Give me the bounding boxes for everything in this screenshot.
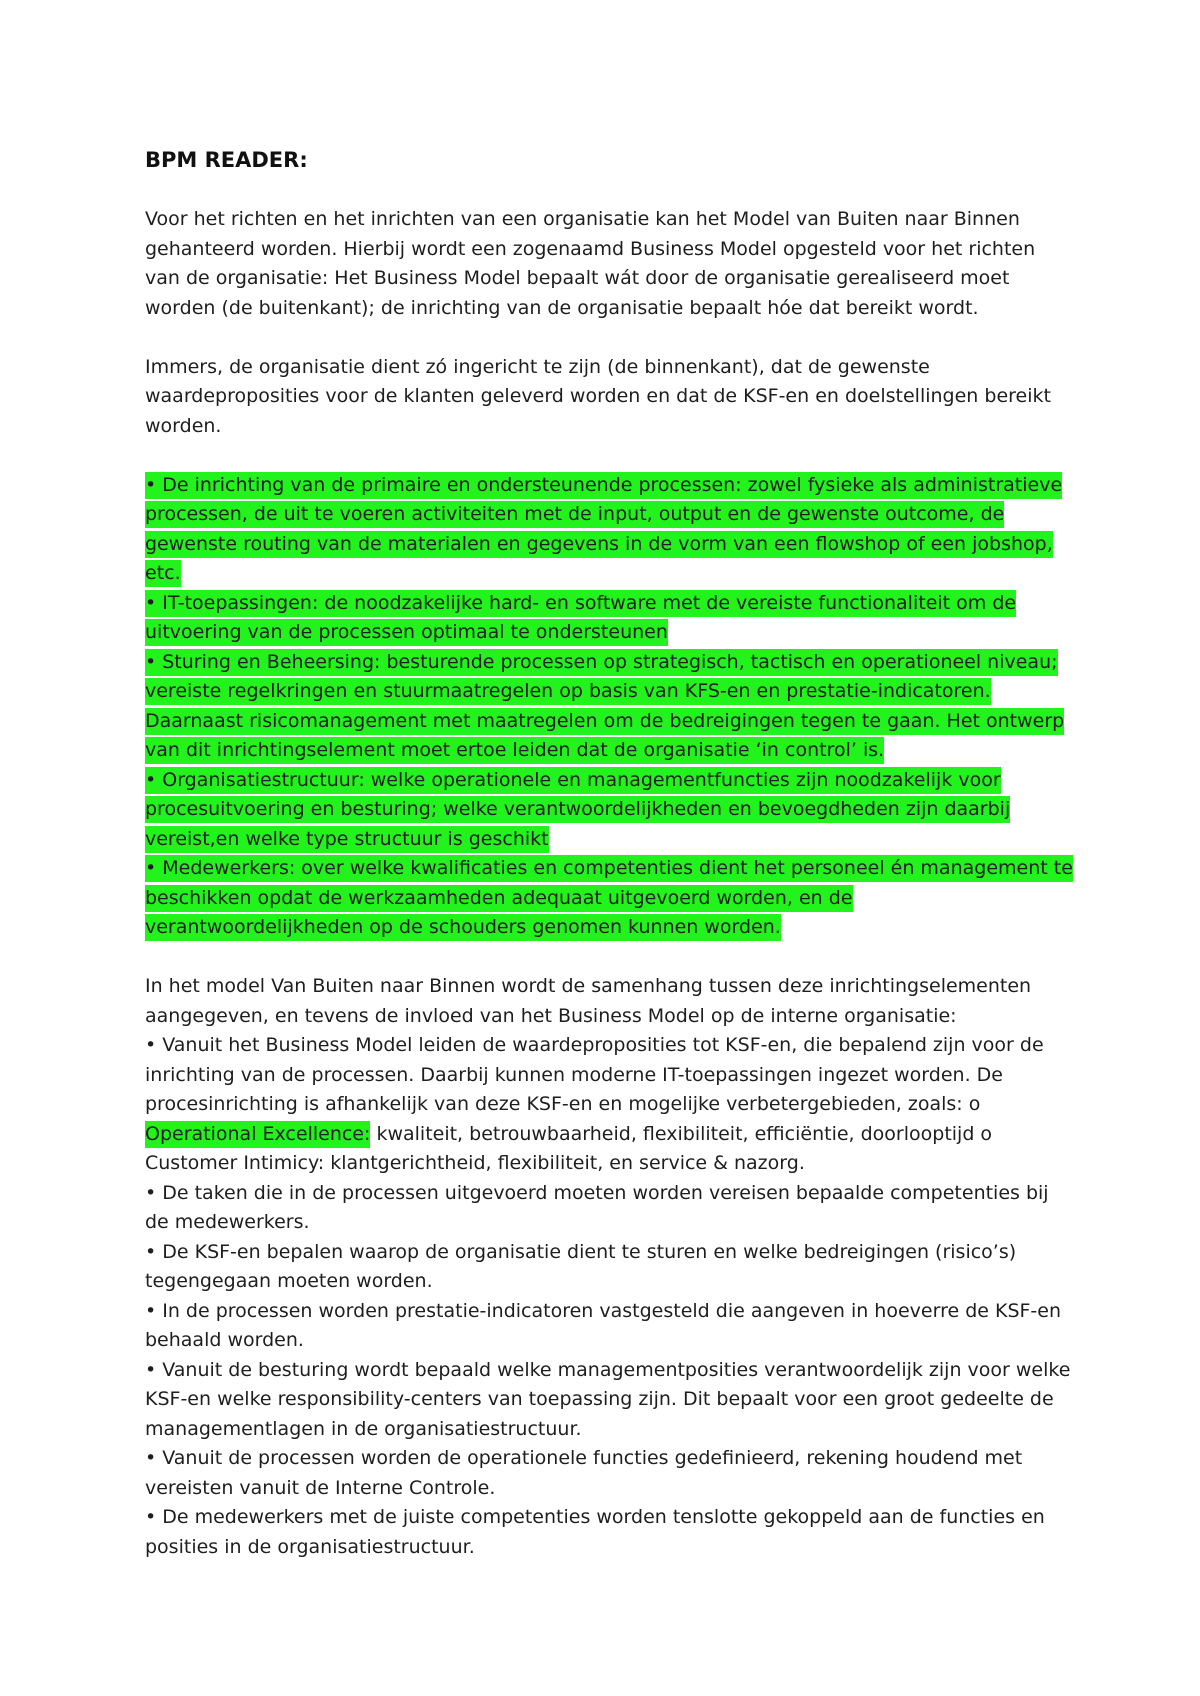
- highlighted-item-medewerkers: [145, 854, 1075, 943]
- paragraph-spacer: [145, 323, 1075, 353]
- model-bullet-business-model: [145, 1031, 1075, 1179]
- paragraph-spacer: [145, 441, 1075, 471]
- intro-paragraph: Voor het richten en het inrichten van een organisatie kan het Model van Buiten naar Binnen gehanteerd worden. Hierbij wordt een zogenaamd Business Model opgesteld voor het richten van de organisatie: Het Business Model bepaalt wát door de organisatie gerealiseerd moet worden (de buitenkant); de inrichting van de organisatie bepaalt hóe dat bereikt wordt.: [145, 208, 1036, 319]
- model-bullet: • De medewerkers met de juiste competenties worden tenslotte gekoppeld aan de functies en posities in de organisatiestructuur.: [145, 1506, 1045, 1558]
- document-title: BPM READER:: [145, 148, 308, 172]
- highlighted-text: • Sturing en Beheersing: besturende processen op strategisch, tactisch en operationeel niveau; vereiste regelkringen en stuurmaatregelen op basis van KFS-en en prestatie-indicatoren. Daarnaast risicomanagement met maatregelen om de bedreigingen tegen te gaan. Het ontwerp van dit inrichtingselement moet ertoe leiden dat de organisatie ‘in control’ is.: [145, 649, 1064, 765]
- model-intro: In het model Van Buiten naar Binnen wordt de samenhang tussen deze inrichtingselementen aangegeven, en tevens de invloed van het Business Model op de interne organisatie:: [145, 975, 1032, 1027]
- model-bullet: • Vanuit de besturing wordt bepaald welke managementposities verantwoordelijk zijn voor welke KSF-en welke responsibility-centers van toepassing zijn. Dit bepaalt voor een groot gedeelte de managementlagen in de organisatiestructuur.: [145, 1358, 1071, 1440]
- highlighted-text: • Medewerkers: over welke kwalificaties en competenties dient het personeel én management te beschikken opdat de werkzaamheden adequaat uitgevoerd worden, en de verantwoordelijkheden op de schouders genomen kunnen worden.: [145, 855, 1073, 941]
- highlighted-text: • De inrichting van de primaire en ondersteunende processen: zowel fysieke als administratieve processen, de uit te voeren activiteiten met de input, output en de gewenste outcome, de gewenste routing van de materialen en gegevens in de vorm van een flowshop of een jobshop, etc.: [145, 472, 1062, 588]
- highlighted-item-sturing: [145, 648, 1075, 766]
- document-body: [145, 146, 1075, 1562]
- highlighted-text: • IT-toepassingen: de noodzakelijke hard- en software met de vereiste functionaliteit om de uitvoering van de processen optimaal te ondersteunen: [145, 590, 1016, 647]
- highlighted-item-processes: [145, 471, 1075, 589]
- highlighted-item-structuur: [145, 766, 1075, 855]
- highlighted-text: • Organisatiestructuur: welke operationele en managementfuncties zijn noodzakelijk voor procesuitvoering en besturing; welke verantwoordelijkheden en bevoegdheden zijn daarbij vereist,en welke type structuur is geschikt: [145, 767, 1010, 853]
- highlighted-list: [145, 471, 1075, 943]
- bullet-text: • Vanuit het Business Model leiden de waardeproposities tot KSF-en, die bepalend zijn voor de inrichting van de processen. Daarbij kunnen moderne IT-toepassingen ingezet worden. De procesinrichting is afhankelijk van deze KSF-en en mogelijke verbetergebieden, zoals: o: [145, 1034, 1044, 1115]
- highlighted-item-it: [145, 589, 1075, 648]
- model-bullet: • De taken die in de processen uitgevoerd moeten worden vereisen bepaalde competenties bij de medewerkers.: [145, 1181, 1049, 1233]
- paragraph-spacer: [145, 943, 1075, 973]
- model-bullet: • In de processen worden prestatie-indicatoren vastgesteld die aangeven in hoeverre de KSF-en behaald worden.: [145, 1299, 1062, 1351]
- highlighted-term: Operational Excellence:: [145, 1121, 370, 1148]
- model-bullet: • De KSF-en bepalen waarop de organisatie dient te sturen en welke bedreigingen (risico’s) tegengegaan moeten worden.: [145, 1240, 1017, 1292]
- second-paragraph: Immers, de organisatie dient zó ingericht te zijn (de binnenkant), dat de gewenste waardeproposities voor de klanten geleverd worden en dat de KSF-en en doelstellingen bereikt worden.: [145, 355, 1051, 437]
- model-bullet: • Vanuit de processen worden de operationele functies gedefinieerd, rekening houdend met vereisten vanuit de Interne Controle.: [145, 1447, 1023, 1499]
- bullet-text: kwaliteit, betrouwbaarheid, flexibiliteit, efficiëntie, doorlooptijd o Customer Intimicy: klantgerichtheid, flexibiliteit, en service & nazorg.: [145, 1122, 993, 1174]
